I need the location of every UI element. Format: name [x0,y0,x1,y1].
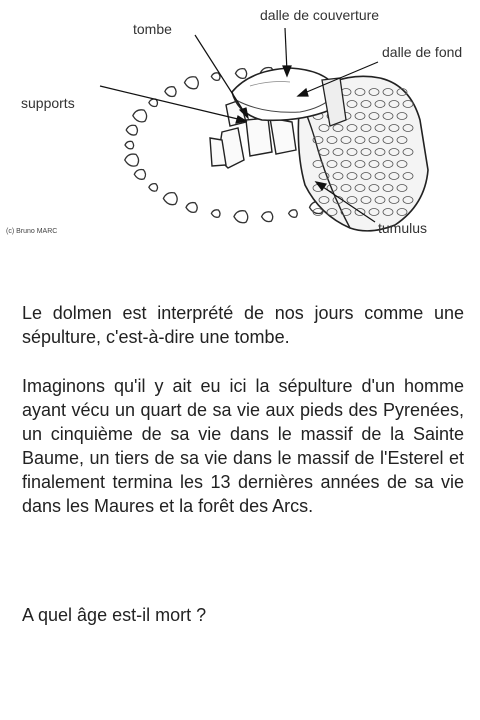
ring-stone [211,73,220,81]
ring-stone [289,210,298,218]
ring-stone [134,169,145,179]
label-dalle-de-fond: dalle de fond [382,44,463,60]
label-tumulus: tumulus [378,220,428,236]
ring-stone [125,141,134,149]
question-text: A quel âge est-il mort ? [22,605,207,625]
ring-stone [211,210,220,218]
ring-stone [126,125,137,135]
label-tombe: tombe [133,21,172,37]
ring-stone [133,110,147,122]
label-supports: supports [21,95,75,111]
ring-stone [234,211,248,223]
ring-stone [165,87,176,97]
ring-stone [163,193,177,205]
ring-stone [149,184,158,192]
ring-stone [235,69,246,79]
ring-stone [185,77,199,89]
capstone [232,68,336,120]
label-dalle-de-couverture: dalle de couverture [260,7,380,23]
ring-stone [149,99,158,107]
ring-stone [186,203,197,213]
problem-paragraph: Imaginons qu'il y ait eu ici la sépulture d'un homme ayant vécu un quart de sa vie aux pieds des Pyrenées, un cinquième de sa vie dans le massif de la Sainte Baume, un tiers de sa vie dans le massif de l'Esterel et finalement termina les 13 dernières années de sa vie dans les Maures et la forêt des Arcs. [22,376,464,516]
image-credit: (c) Bruno MARC [6,228,58,235]
ring-stone [125,154,139,166]
intro-paragraph: Le dolmen est interprété de nos jours comme une sépulture, c'est-à-dire une tombe. [22,303,464,347]
ring-stone [262,212,273,222]
dolmen-diagram [0,0,480,245]
